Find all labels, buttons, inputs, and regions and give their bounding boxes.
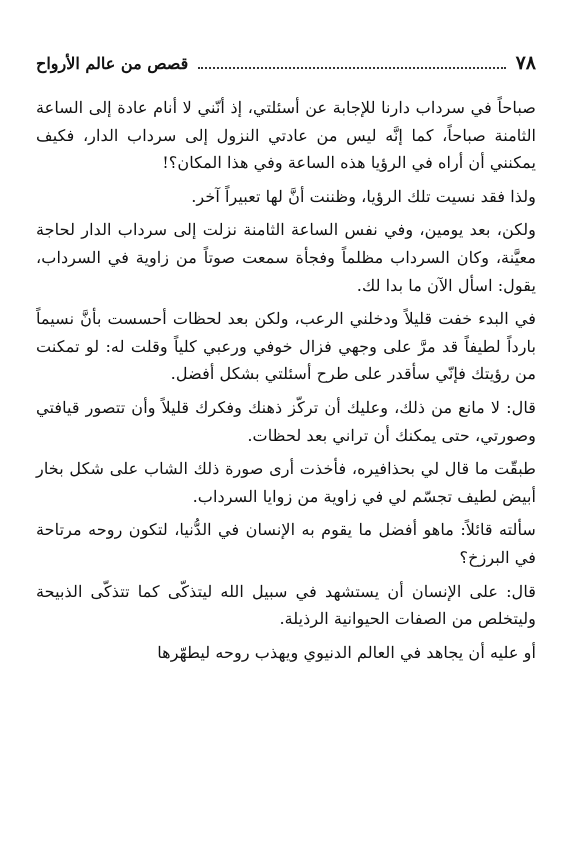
paragraph: صباحاً في سرداب دارنا للإجابة عن أسئلتي، إذ أنّني لا أنام عادة إلى الساعة الثامنة صباحاً، كما إنَّه ليس من عادتي النزول إلى سرداب الدار، فكيف يمكنني أن أراه في الرؤيا هذه الساعة وفي هذا المكان؟! (36, 98, 536, 173)
paragraph: طبقّت ما قال لي بحذافيره، فأخذت أرى صورة ذلك الشاب على شكل بخار أبيض لطيف تجسّم لي في زاوية من زوايا السرداب. (36, 459, 536, 506)
book-page (36, 52, 536, 812)
paragraph: قال: لا مانع من ذلك، وعليك أن تركّز ذهنك وفكرك قليلاً وأن تتصور قيافتي وصورتي، حتى يمكنك أن تراني بعد لحظات. (36, 397, 536, 445)
running-title: قصص من عالم الأرواح (36, 54, 189, 73)
page-header (36, 52, 536, 82)
paragraph: ولكن، بعد يومين، وفي نفس الساعة الثامنة نزلت إلى سرداب الدار لحاجة معيَّنة، وكان السرداب مظلماً وفجأة سمعت صوتاً من زاوية في السرداب، يقول: اسأل الآن ما بدا لك. (36, 220, 536, 295)
header-dot-leader (198, 66, 505, 69)
paragraph: أو عليه أن يجاهد في العالم الدنيوي ويهذب روحه ليطهّرها (157, 642, 536, 662)
paragraph: ولذا فقد نسيت تلك الرؤيا، وظننت أنَّ لها تعبيراً آخر. (191, 186, 536, 206)
page-body (36, 94, 536, 666)
paragraph: في البدء خفت قليلاً ودخلني الرعب، ولكن بعد لحظات أحسست بأنَّ نسيماً بارداً لطيفاً قد مرَّ على وجهي فزال خوفي ورعبي كلياً وقلت له: لو تمكنت من رؤيتك فإنّي سأقدر على طرح أسئلتي بشكل أفضل. (36, 309, 536, 384)
page-number: ٧٨ (515, 52, 536, 74)
paragraph: قال: على الإنسان أن يستشهد في سبيل الله ليتذكّى كما تتذكّى الذبيحة وليتخلص من الصفات الحيوانية الرذيلة. (36, 581, 536, 629)
paragraph: سألته قائلاً: ماهو أفضل ما يقوم به الإنسان في الدُّنيا، لتكون روحه مرتاحة في البرزخ؟ (36, 520, 536, 567)
